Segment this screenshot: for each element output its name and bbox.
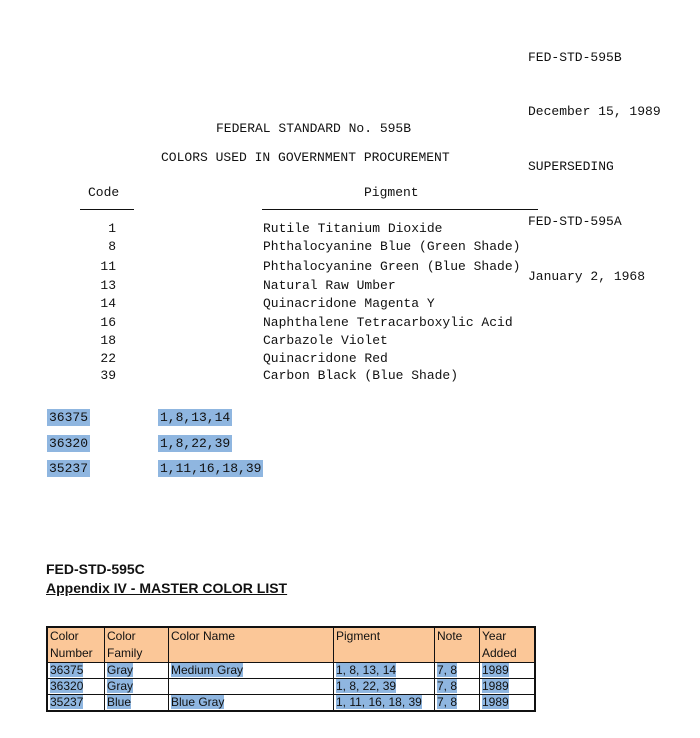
header-line: January 2, 1968 — [528, 269, 646, 285]
pigment-list-text: 1,8,13,14 — [160, 410, 231, 425]
header-text: Year — [482, 629, 507, 643]
cell-text: 35237 — [50, 695, 84, 709]
cell-pigment — [334, 663, 435, 679]
column-header-color-number — [47, 627, 105, 663]
column-header-pigment: Pigment — [334, 627, 435, 663]
color-number-text: 36320 — [49, 436, 89, 451]
highlighted-pigment-list — [158, 436, 232, 451]
pigment-code: 16 — [100, 315, 116, 330]
appendix-document-id: FED-STD-595C — [46, 561, 145, 577]
code-column-header: Code — [88, 185, 120, 200]
header-text: Color — [50, 629, 79, 643]
header-text: Color — [107, 629, 136, 643]
pigment-list-text: 1,11,16,18,39 — [160, 461, 262, 476]
cell-pigment — [334, 679, 435, 695]
table-row — [47, 663, 535, 679]
highlighted-pigment-list — [158, 461, 263, 476]
cell-year — [480, 695, 536, 712]
column-header-color-family — [105, 627, 169, 663]
document-title: FEDERAL STANDARD No. 595B — [216, 121, 412, 136]
color-number-text: 36375 — [49, 410, 89, 425]
column-header-note: Note — [435, 627, 480, 663]
pigment-code: 8 — [108, 239, 116, 254]
header-text: Family — [107, 646, 143, 660]
cell-color-number — [47, 679, 105, 695]
header-line: December 15, 1989 — [528, 104, 661, 120]
pigment-name: Naphthalene Tetracarboxylic Acid — [263, 315, 513, 330]
cell-text: 36375 — [50, 663, 84, 677]
cell-text: Gray — [107, 679, 134, 693]
pigment-code: 13 — [100, 278, 116, 293]
table-row — [47, 679, 535, 695]
cell-text: 7, 8 — [437, 663, 458, 677]
highlighted-color-number — [47, 410, 90, 425]
pigment-name: Natural Raw Umber — [263, 278, 396, 293]
cell-text: Blue Gray — [171, 695, 225, 709]
code-header-rule — [80, 209, 134, 210]
cell-text: Medium Gray — [171, 663, 244, 677]
highlighted-color-number — [47, 436, 90, 451]
cell-color-name — [169, 663, 334, 679]
cell-text: 1, 8, 13, 14 — [336, 663, 397, 677]
table-row — [47, 695, 535, 712]
column-header-color-name: Color Name — [169, 627, 334, 663]
pigment-code: 22 — [100, 351, 116, 366]
highlighted-color-number — [47, 461, 90, 476]
master-color-table — [46, 626, 536, 712]
table-header-row — [47, 627, 535, 663]
cell-color-number — [47, 663, 105, 679]
pigment-name: Phthalocyanine Green (Blue Shade) — [263, 259, 521, 274]
cell-color-name — [169, 695, 334, 712]
cell-color-number — [47, 695, 105, 712]
cell-text: 1989 — [482, 695, 509, 709]
cell-pigment — [334, 695, 435, 712]
document-header — [528, 12, 661, 305]
cell-text: 36320 — [50, 679, 84, 693]
cell-note — [435, 679, 480, 695]
cell-text: 1, 11, 16, 18, 39 — [336, 695, 422, 709]
pigment-name: Quinacridone Magenta Y — [263, 296, 435, 311]
cell-color-name — [169, 679, 334, 695]
pigment-name: Phthalocyanine Blue (Green Shade) — [263, 239, 521, 254]
pigment-code: 14 — [100, 296, 116, 311]
cell-text: 1989 — [482, 663, 509, 677]
pigment-code: 18 — [100, 333, 116, 348]
cell-year — [480, 679, 536, 695]
cell-text: 7, 8 — [437, 679, 458, 693]
header-line: SUPERSEDING — [528, 159, 614, 175]
pigment-code: 39 — [100, 368, 116, 383]
column-header-year-added — [480, 627, 536, 663]
pigment-name: Carbon Black (Blue Shade) — [263, 368, 459, 383]
header-text: Number — [50, 646, 93, 660]
pigment-code: 11 — [100, 259, 116, 274]
pigment-name: Quinacridone Red — [263, 351, 388, 366]
pigment-name: Rutile Titanium Dioxide — [263, 221, 443, 236]
color-number-text: 35237 — [49, 461, 89, 476]
highlighted-pigment-list — [158, 410, 232, 425]
header-line: FED-STD-595A — [528, 214, 622, 230]
cell-color-family — [105, 663, 169, 679]
cell-text: 7, 8 — [437, 695, 458, 709]
pigment-list-text: 1,8,22,39 — [160, 436, 231, 451]
cell-note — [435, 695, 480, 712]
document-subtitle: COLORS USED IN GOVERNMENT PROCUREMENT — [161, 150, 450, 165]
cell-year — [480, 663, 536, 679]
cell-text: 1989 — [482, 679, 509, 693]
cell-note — [435, 663, 480, 679]
pigment-name: Carbazole Violet — [263, 333, 388, 348]
pigment-code: 1 — [108, 221, 116, 236]
cell-color-family — [105, 695, 169, 712]
cell-color-family — [105, 679, 169, 695]
pigment-header-rule — [262, 209, 538, 210]
header-text: Added — [482, 646, 517, 660]
appendix-title: Appendix IV - MASTER COLOR LIST — [46, 580, 288, 596]
header-line: FED-STD-595B — [528, 49, 622, 65]
cell-text: Gray — [107, 663, 134, 677]
pigment-column-header: Pigment — [364, 185, 419, 200]
cell-text: Blue — [107, 695, 132, 709]
cell-text: 1, 8, 22, 39 — [336, 679, 397, 693]
